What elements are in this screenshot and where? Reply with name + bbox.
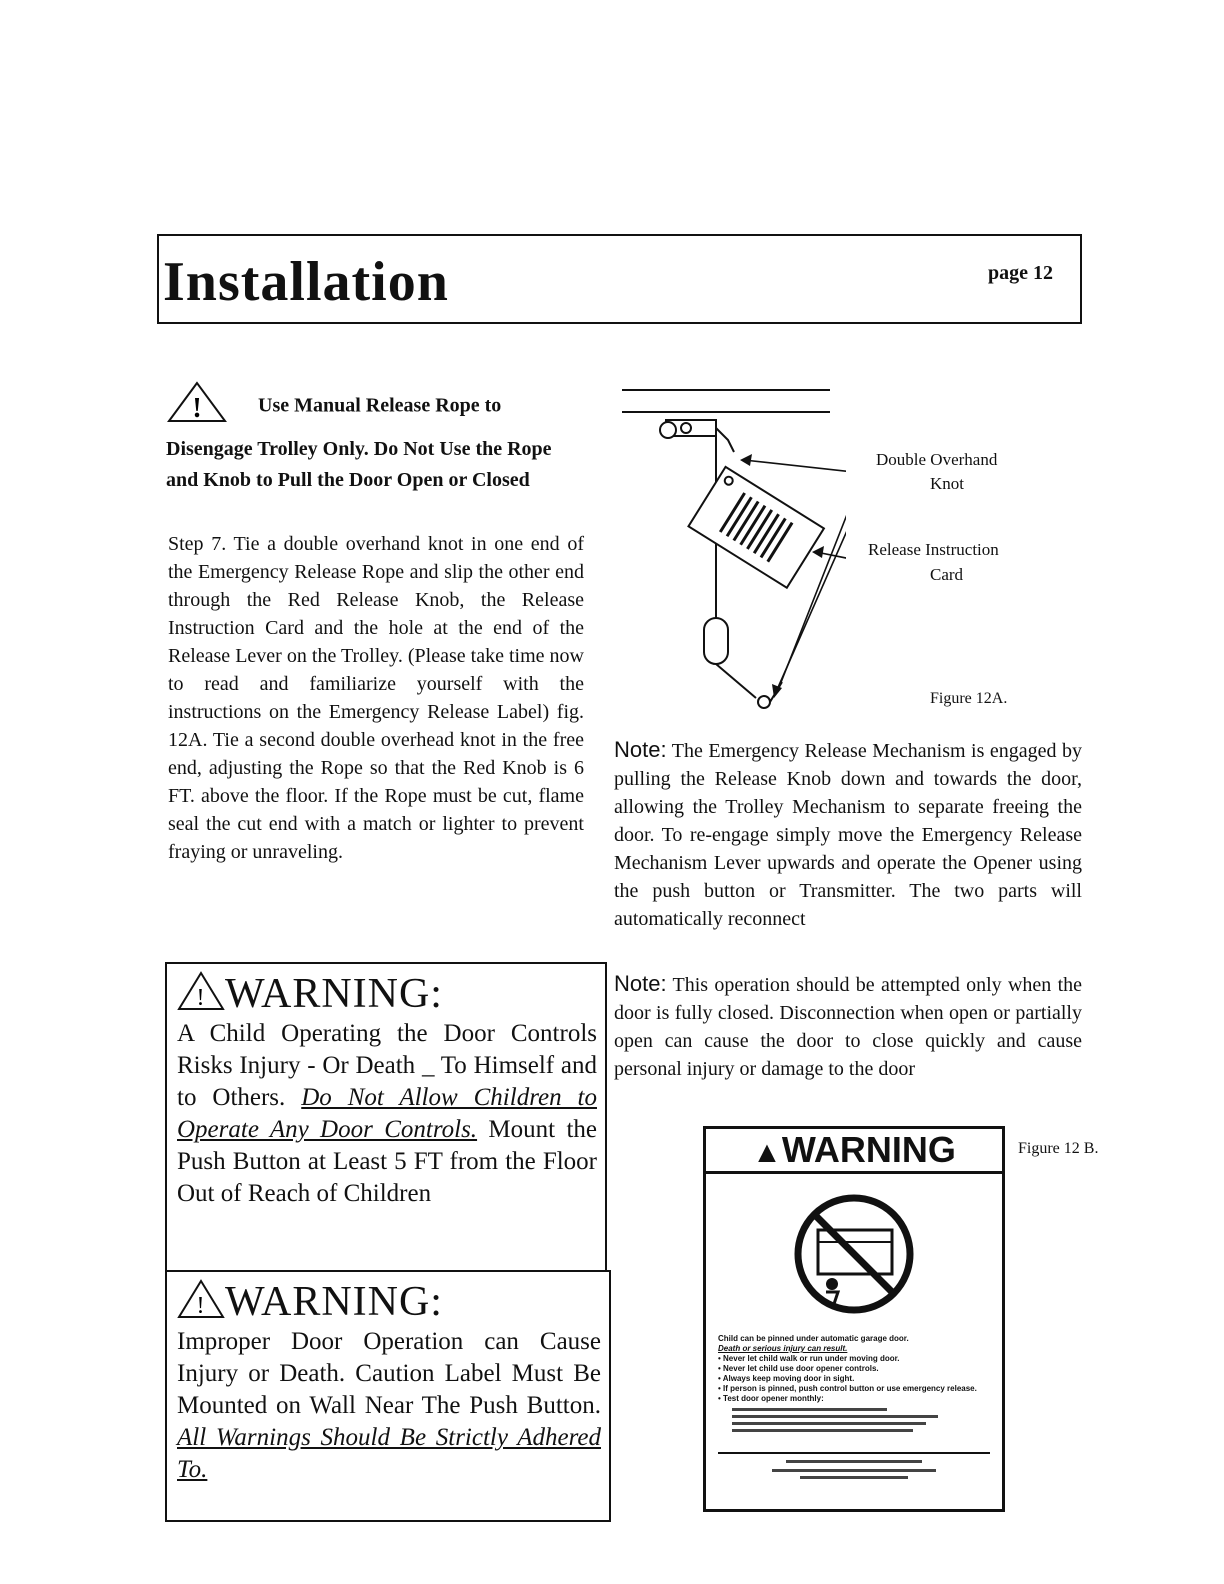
warning-label-figure-12b: [703, 1126, 1005, 1512]
page-title: Installation: [163, 251, 449, 313]
warning-triangle-icon: [177, 971, 225, 1011]
page-number: page 12: [988, 262, 1053, 284]
warning-label-fine-print: Child can be pinned under automatic garage door. Death or serious injury can result. • Never let child walk or run under moving door. • Never let child use door opener controls. • Always keep moving door in sight. • If person is pinned, push control button or use emergency release. • Test door opener monthly:: [706, 1334, 1002, 1490]
warning-heading: ! WARNING:: [177, 970, 597, 1018]
warning-heading: ! WARNING:: [177, 1278, 601, 1326]
warning-triangle-icon: [166, 380, 228, 434]
caution-text: Use Manual Release Rope to Disengage Trolley Only. Do Not Use the Rope and Knob to Pull the Door Open or Closed: [166, 394, 552, 491]
callout-knot-line1: Double Overhand: [876, 450, 998, 469]
warning-text: Improper Door Operation can Cause Injury or Death. Caution Label Must Be Mounted on Wall Near The Push Button. All Warnings Should Be Strictly Adhered To.: [177, 1328, 601, 1483]
no-child-under-door-icon: [706, 1174, 1002, 1334]
warning-triangle-icon: ▲: [752, 1136, 782, 1169]
illegible-fine-print: [732, 1408, 990, 1448]
warning-label-header: ▲WARNING: [706, 1129, 1002, 1174]
figure-12a-diagram: [616, 382, 846, 722]
note-release-mechanism: Note: The Emergency Release Mechanism is engaged by pulling the Release Knob down and towards the door, allowing the Trolley Mechanism to separate freeing the door. To re-engage simply move the Emergency Release Mechanism Lever upwards and operate the Opener using the push button or Transmitter. The two parts will automatically reconnect: [614, 737, 1082, 930]
note-operation: Note: This operation should be attempted only when the door is fully closed. Disconnection when open or partially open can cause the door to close quickly and cause personal injury or damage to the door: [614, 971, 1082, 1080]
warning-triangle-icon: [177, 1279, 225, 1319]
figure-12b-caption: Figure 12 B.: [1018, 1140, 1099, 1157]
step7-paragraph: Step 7. Tie a double overhand knot in one end of the Emergency Release Rope and slip the other end through the Red Release Knob, the Release Instruction Card and the hole at the end of the Release Lever on the Trolley. (Please take time now to read and familiarize yourself with the instructions on the Emergency Release Label) fig. 12A. Tie a second double overhead knot in the free end, adjusting the Rope so that the Red Knob is 6 FT. above the floor. If the Rope must be cut, flame seal the cut end with a match or lighter to prevent fraying or unraveling.: [168, 533, 584, 863]
figure-12a-caption: Figure 12A.: [930, 690, 1008, 707]
svg-text:!: !: [196, 1293, 206, 1319]
svg-text:!: !: [192, 393, 202, 424]
warning-box-operation: [165, 1270, 611, 1522]
svg-text:!: !: [196, 985, 206, 1011]
callout-card-line2: Card: [930, 565, 964, 584]
callout-card-line1: Release Instruction: [868, 540, 999, 559]
warning-text: A Child Operating the Door Controls Risks Injury - Or Death _ To Himself and to Others. Do Not Allow Children to Operate Any Door Controls. Mount the Push Button at Least 5 FT from the Floor Out of Reach of Children: [177, 1020, 598, 1207]
caution-paragraph: [166, 380, 586, 496]
callout-knot-line2: Knot: [930, 474, 964, 493]
warning-box-child: [165, 962, 607, 1272]
